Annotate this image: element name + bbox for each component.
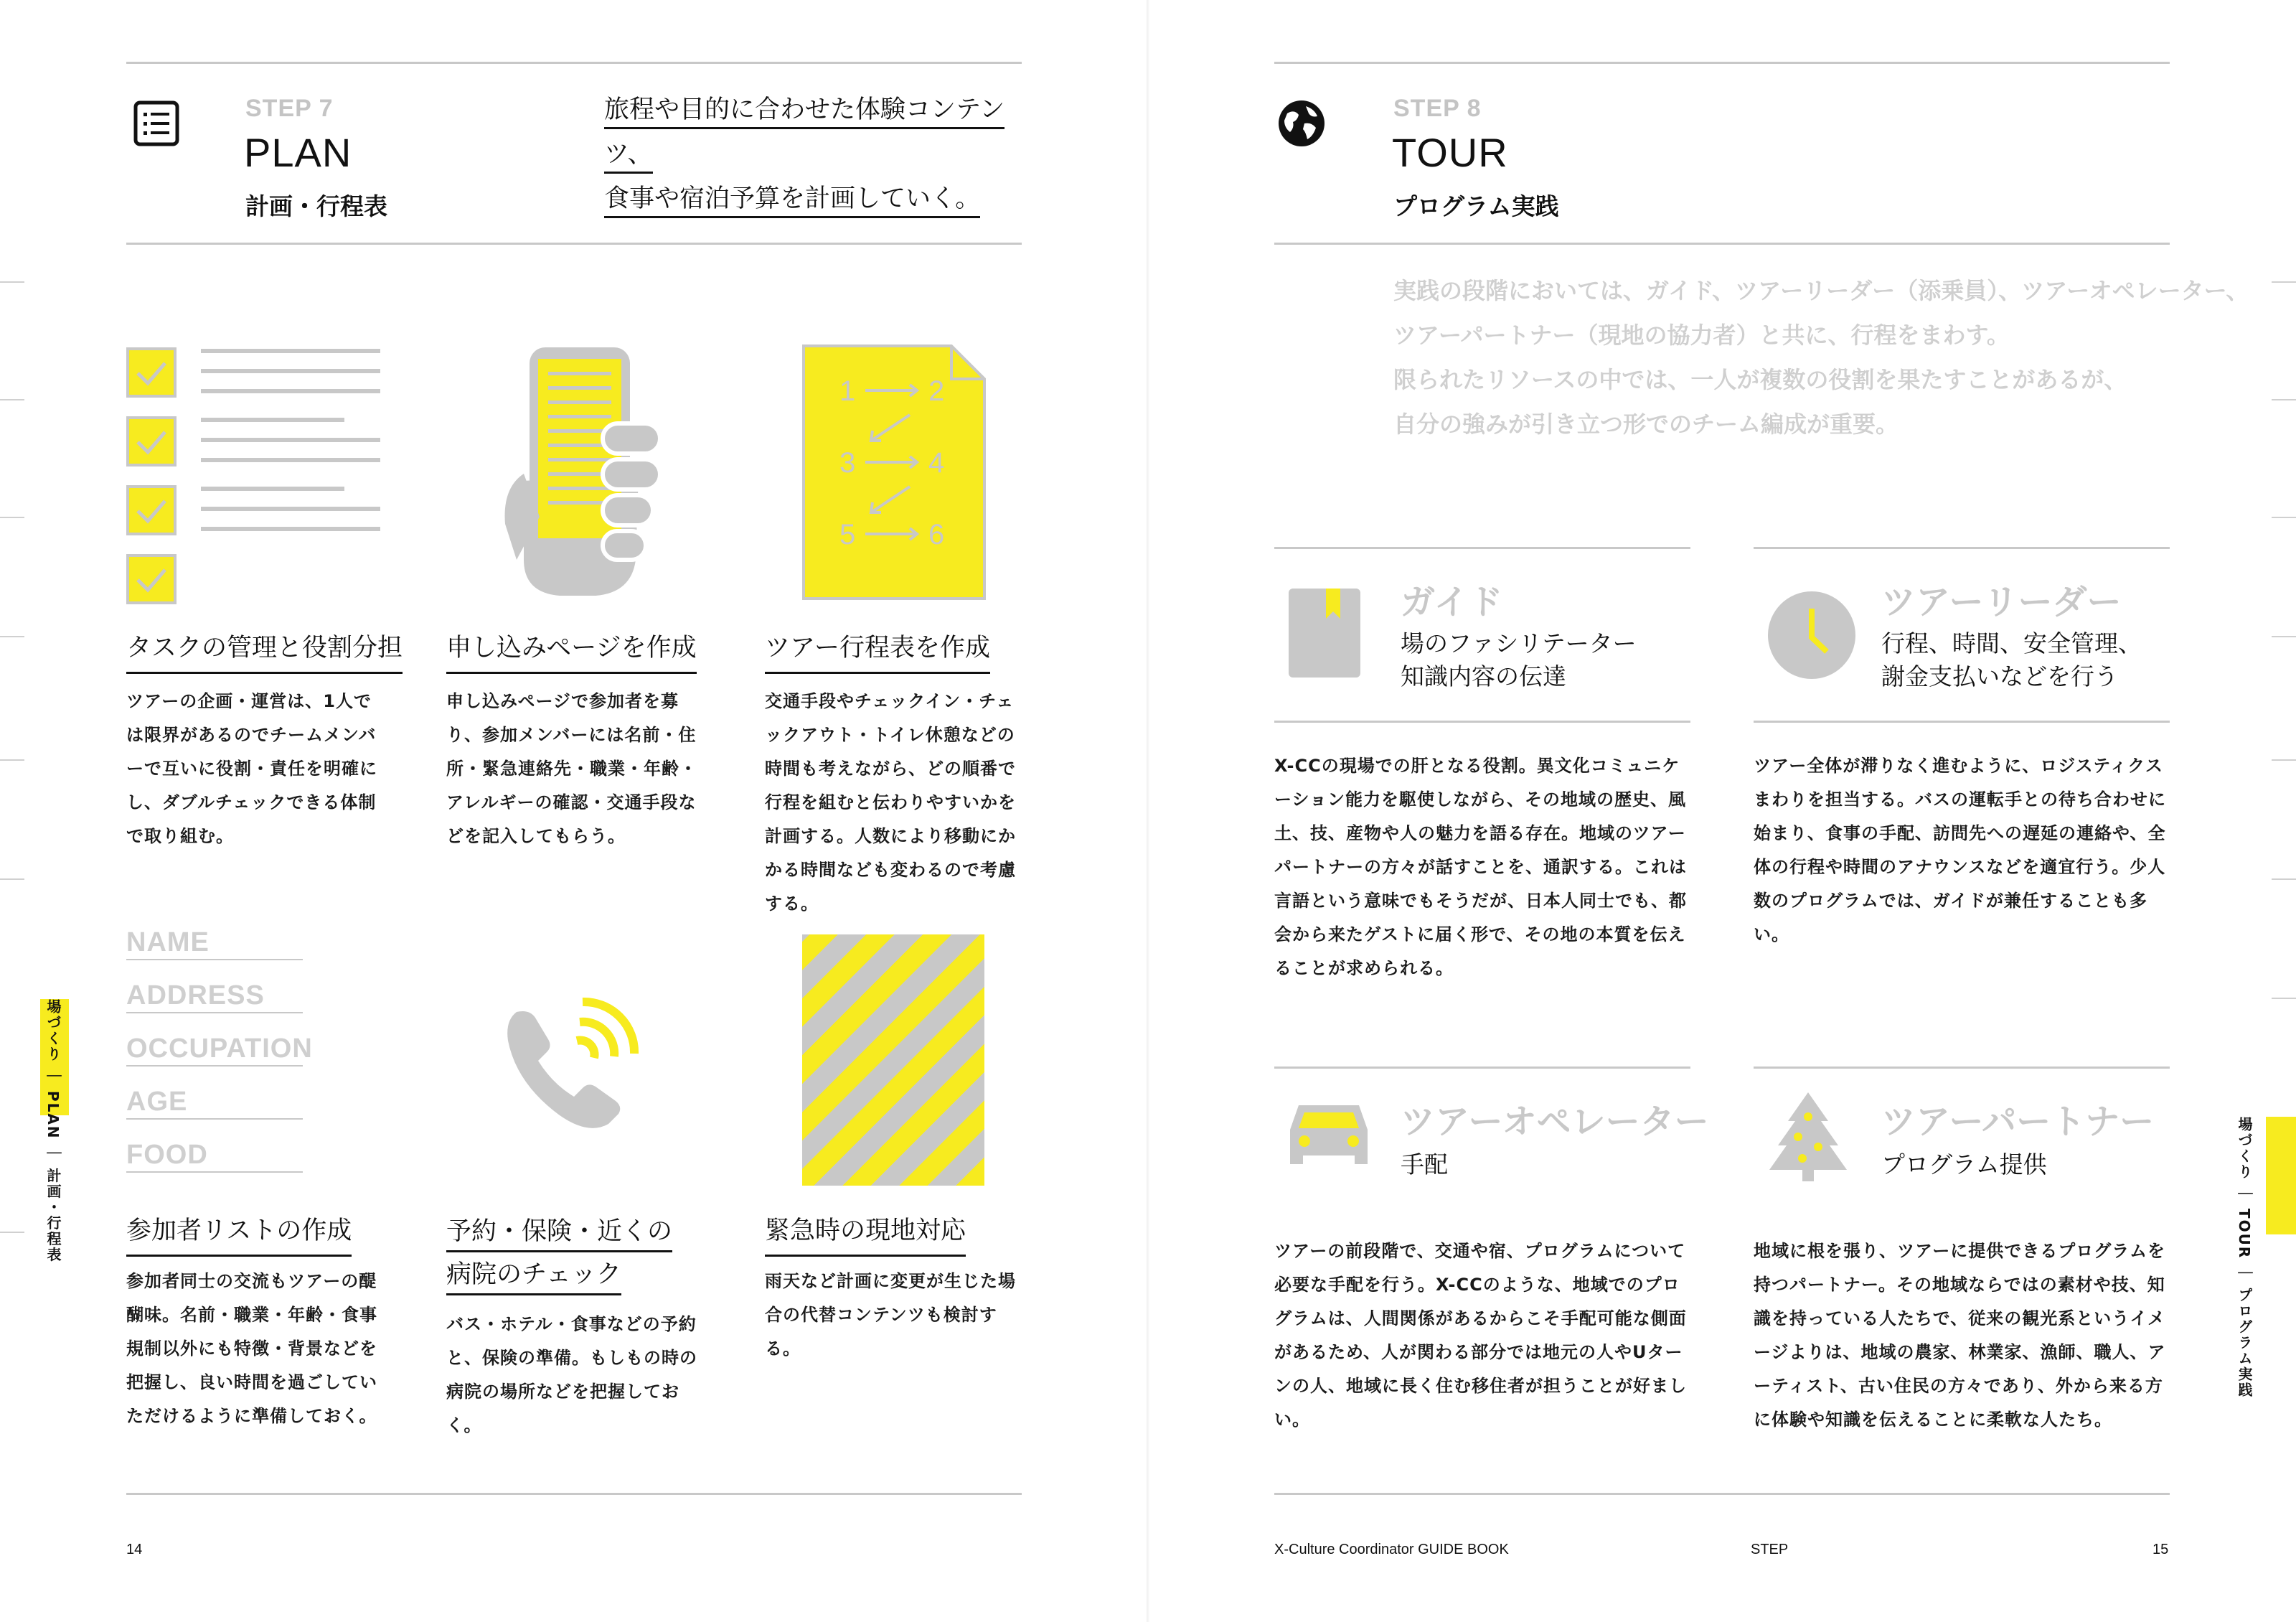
role-desc-leader: 行程、時間、安全管理、 謝金支払いなどを行う — [1881, 629, 2142, 690]
phone-hand-illustration — [495, 344, 667, 603]
car-icon — [1286, 1098, 1372, 1173]
item-body-participants: 参加者同士の交流もツアーの醍醐味。名前・職業・年齢・食事規制以外にも特徴・背景などを把握し、良い時間を過ごしていただけるように準備しておく。 — [126, 1271, 377, 1426]
form-label-name: NAME — [126, 927, 210, 957]
itinerary-num-2: 2 — [928, 375, 945, 407]
page-title: PLAN — [244, 130, 352, 175]
itinerary-num-4: 4 — [928, 447, 945, 479]
item-body-itinerary: 交通手段やチェックイン・チェックアウト・トイレ休憩などの時間も考えながら、どの順番で行程を組むと伝わりやすいかを計画する。人数により移動にかかる時間なども変わるので考慮する。 — [765, 691, 1016, 914]
page-number-right: 15 — [2152, 1542, 2169, 1557]
item-heading-application: 申し込みページを作成 — [446, 632, 697, 674]
list-icon — [133, 100, 179, 146]
itinerary-num-6: 6 — [928, 519, 945, 550]
role-desc-partner: プログラム提供 — [1881, 1150, 2047, 1178]
step-label: STEP 7 — [245, 95, 334, 122]
step-label-right: STEP 8 — [1393, 95, 1482, 122]
item-body-task: ツアーの企画・運営は、1人では限界があるのでチームメンバーで互いに役割・責任を明確にし、ダブルチェックできる体制で取り組む。 — [126, 691, 377, 846]
header-rule-right — [1274, 243, 2170, 245]
header-rule — [126, 243, 1022, 245]
role-desc-guide: 場のファシリテーター 知識内容の伝達 — [1401, 629, 1637, 690]
role-title-leader: ツアーリーダー — [1881, 582, 2122, 622]
top-rule — [126, 62, 1022, 64]
item-heading-reservation: 予約・保険・近くの 病院のチェック — [446, 1210, 672, 1296]
top-rule-right — [1274, 62, 2170, 64]
form-label-address: ADDRESS — [126, 980, 265, 1011]
bottom-rule-right — [1274, 1493, 2170, 1495]
footer-section: STEP — [1751, 1542, 1789, 1557]
page-title-right: TOUR — [1392, 130, 1508, 175]
itinerary-num-5: 5 — [839, 519, 856, 550]
page-subtitle-right: プログラム実践 — [1393, 192, 1559, 220]
globe-icon — [1277, 99, 1326, 148]
form-label-age: AGE — [126, 1087, 188, 1117]
bookmark-icon — [1289, 589, 1363, 680]
footer-book-title: X-Culture Coordinator GUIDE BOOK — [1274, 1542, 1509, 1557]
side-tab-marker-right — [2266, 1117, 2296, 1234]
role-body-leader: ツアー全体が滞りなく進むように、ロジスティクスまわりを担当する。バスの運転手との待ち合わせに始まり、食事の手配、訪問先への遅延の連絡や、全体の行程や時間のアナウンスなどを適宜行う。少人数のプログラムでは、ガイドが兼任することも多い。 — [1754, 756, 2166, 944]
tree-icon — [1766, 1089, 1850, 1183]
page-number: 14 — [126, 1542, 143, 1557]
item-body-reservation: バス・ホテル・食事などの予約と、保険の準備。もしもの時の病院の場所などを把握しておく。 — [446, 1314, 697, 1435]
role-body-operator: ツアーの前段階で、交通や宿、プログラムについて必要な手配を行う。X-CCのような、地域でのプログラムは、人間関係があるからこそ手配可能な側面があるため、人が関わる部分では地元の人やUターンの人、地域に長く住む移住者が担うことが好ましい。 — [1274, 1241, 1687, 1430]
bottom-rule — [126, 1493, 1022, 1495]
role-body-guide: X-CCの現場での肝となる役割。異文化コミュニケーション能力を駆使しながら、その地域の歴史、風土、技、産物や人の魅力を語る存在。地域のツアーパートナーの方々が話すことを、通訳する。これは言語という意味でもそうだが、日本人同士でも、都会から来たゲストに届く形で、その地の本質を伝えることが求められる。 — [1274, 756, 1687, 978]
participant-form-illustration — [126, 926, 313, 1173]
lead-text-right: 実践の段階においては、ガイド、ツアーリーダー（添乗員）、ツアーオペレーター、 ツアーパートナー（現地の協力者）と共に、行程をまわす。 限られたリソースの中では、一人が複数の役割を果たすことがあるが、 自分の強みが引き立つ形でのチーム編成が重要。 — [1393, 277, 2249, 438]
side-tab-label-right: 場づくり ｜ TOUR ｜ プログラム実践 — [2236, 1117, 2253, 1399]
checklist-illustration — [126, 347, 385, 606]
side-tab-label: 場づくり ｜ PLAN ｜ 計画・行程表 — [44, 999, 62, 1263]
role-body-partner: 地域に根を張り、ツアーに提供できるプログラムを持つパートナー。その地域ならではの素材や技、知識を持っている人たちで、従来の観光系というイメージよりは、地域の農家、林業家、漁師、職人、アーティスト、古い住民の方々であり、外から来る方に体験や知識を伝えることに柔軟な人たち。 — [1754, 1241, 2166, 1430]
lead-text: 旅程や目的に合わせた体験コンテンツ、 食事や宿泊予算を計画していく。 — [604, 88, 1035, 221]
item-body-application: 申し込みページで参加者を募り、参加メンバーには名前・住所・緊急連絡先・職業・年齢・アレルギーの確認・交通手段などを記入してもらう。 — [446, 691, 697, 846]
itinerary-num-3: 3 — [839, 447, 856, 479]
item-heading-itinerary: ツアー行程表を作成 — [765, 632, 990, 674]
form-label-food: FOOD — [126, 1140, 208, 1170]
role-title-guide: ガイド — [1401, 582, 1503, 622]
form-label-occupation: OCCUPATION — [126, 1033, 313, 1064]
phone-ringing-icon — [495, 983, 653, 1141]
item-body-emergency: 雨天など計画に変更が生じた場合の代替コンテンツも検討する。 — [765, 1271, 1016, 1359]
warning-stripes-illustration — [802, 934, 984, 1186]
role-title-partner: ツアーパートナー — [1881, 1102, 2155, 1142]
item-heading-participants: 参加者リストの作成 — [126, 1214, 352, 1257]
item-heading-emergency: 緊急時の現地対応 — [765, 1214, 966, 1257]
clock-icon — [1766, 590, 1857, 680]
role-desc-operator: 手配 — [1401, 1150, 1448, 1178]
itinerary-num-1: 1 — [839, 375, 856, 407]
itinerary-document-illustration — [802, 344, 986, 600]
page-subtitle: 計画・行程表 — [245, 192, 387, 220]
item-heading-task: タスクの管理と役割分担 — [126, 632, 403, 674]
gutter — [1147, 0, 1149, 1622]
role-title-operator: ツアーオペレーター — [1401, 1102, 1709, 1142]
